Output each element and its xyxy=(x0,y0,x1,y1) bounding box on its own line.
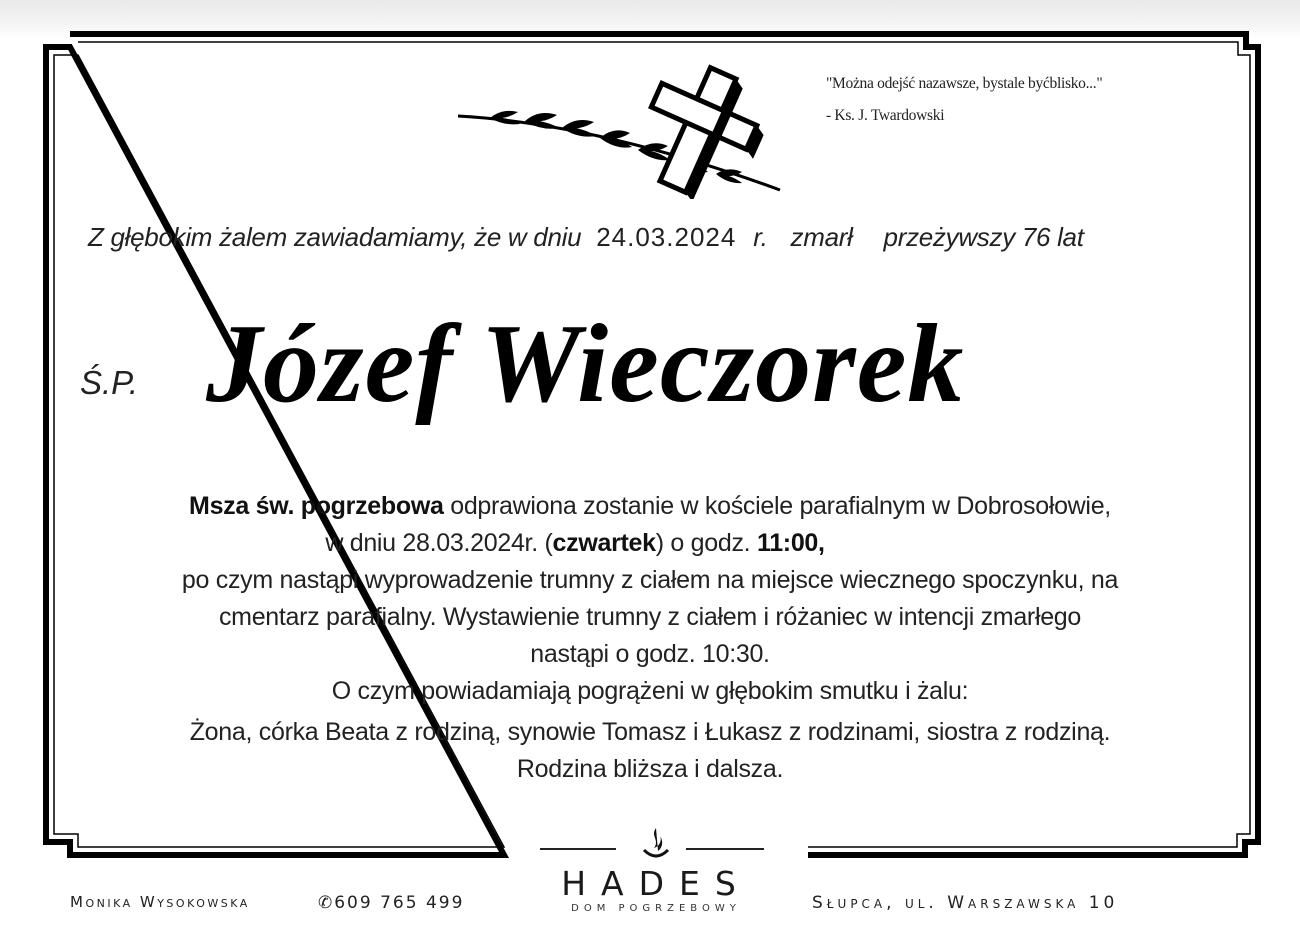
name-prefix: Ś.P. xyxy=(80,364,139,401)
quote-author: - Ks. J. Twardowski xyxy=(826,107,945,124)
viewing-line: cmentarz parafialny. Wystawienie trumny z ciałem i różaniec w intencji zmarłego xyxy=(218,603,1082,631)
contact-phone: ✆609 765 499 xyxy=(318,893,465,913)
funeral-home-subtitle: DOM POGRZEBOWY xyxy=(571,903,741,914)
mass-label: Msza św. pogrzebowa xyxy=(189,492,444,520)
quote-text: "Można odejść nazawsze, bystale byćblisko..." xyxy=(826,75,1103,92)
mass-hour-label: ) o godz. xyxy=(655,529,757,557)
funeral-home-address: Słupca, ul. Warszawska 10 xyxy=(812,893,1119,913)
age-text: przeżywszy 76 lat xyxy=(883,222,1084,252)
mourners-intro: O czym powiadamiają pogrążeni w głębokim smutku i żalu: xyxy=(331,677,969,705)
contact-person: Monika Wysokowska xyxy=(70,893,250,911)
mass-date: w dniu 28.03.2024r. ( xyxy=(325,529,553,557)
deceased-name: Józef Wieczorek xyxy=(206,302,965,426)
mass-place: odprawiona zostanie w kościele parafialnym w Dobrosołowie, xyxy=(443,492,1111,520)
mass-weekday: czwartek xyxy=(552,529,656,557)
funeral-home-logo: HADES xyxy=(561,864,751,903)
intro-text: Z głębokim żalem zawiadamiamy, że w dniu xyxy=(88,222,582,252)
died-word: zmarł xyxy=(790,222,853,252)
procession-line: po czym nastąpi wyprowadzenie trumny z ciałem na miejsce wiecznego spoczynku, na xyxy=(181,566,1119,594)
viewing-time-line: nastąpi o godz. 10:30. xyxy=(530,640,770,668)
family-line: Żona, córka Beata z rodziną, synowie Tomasz i Łukasz z rodzinami, siostra z rodziną. xyxy=(189,718,1111,746)
intro-year-suffix: r. xyxy=(753,222,768,252)
death-date: 24.03.2024 xyxy=(596,222,737,252)
relatives-line: Rodzina bliższa i dalsza. xyxy=(516,755,784,783)
mass-time: 11:00, xyxy=(756,529,825,557)
